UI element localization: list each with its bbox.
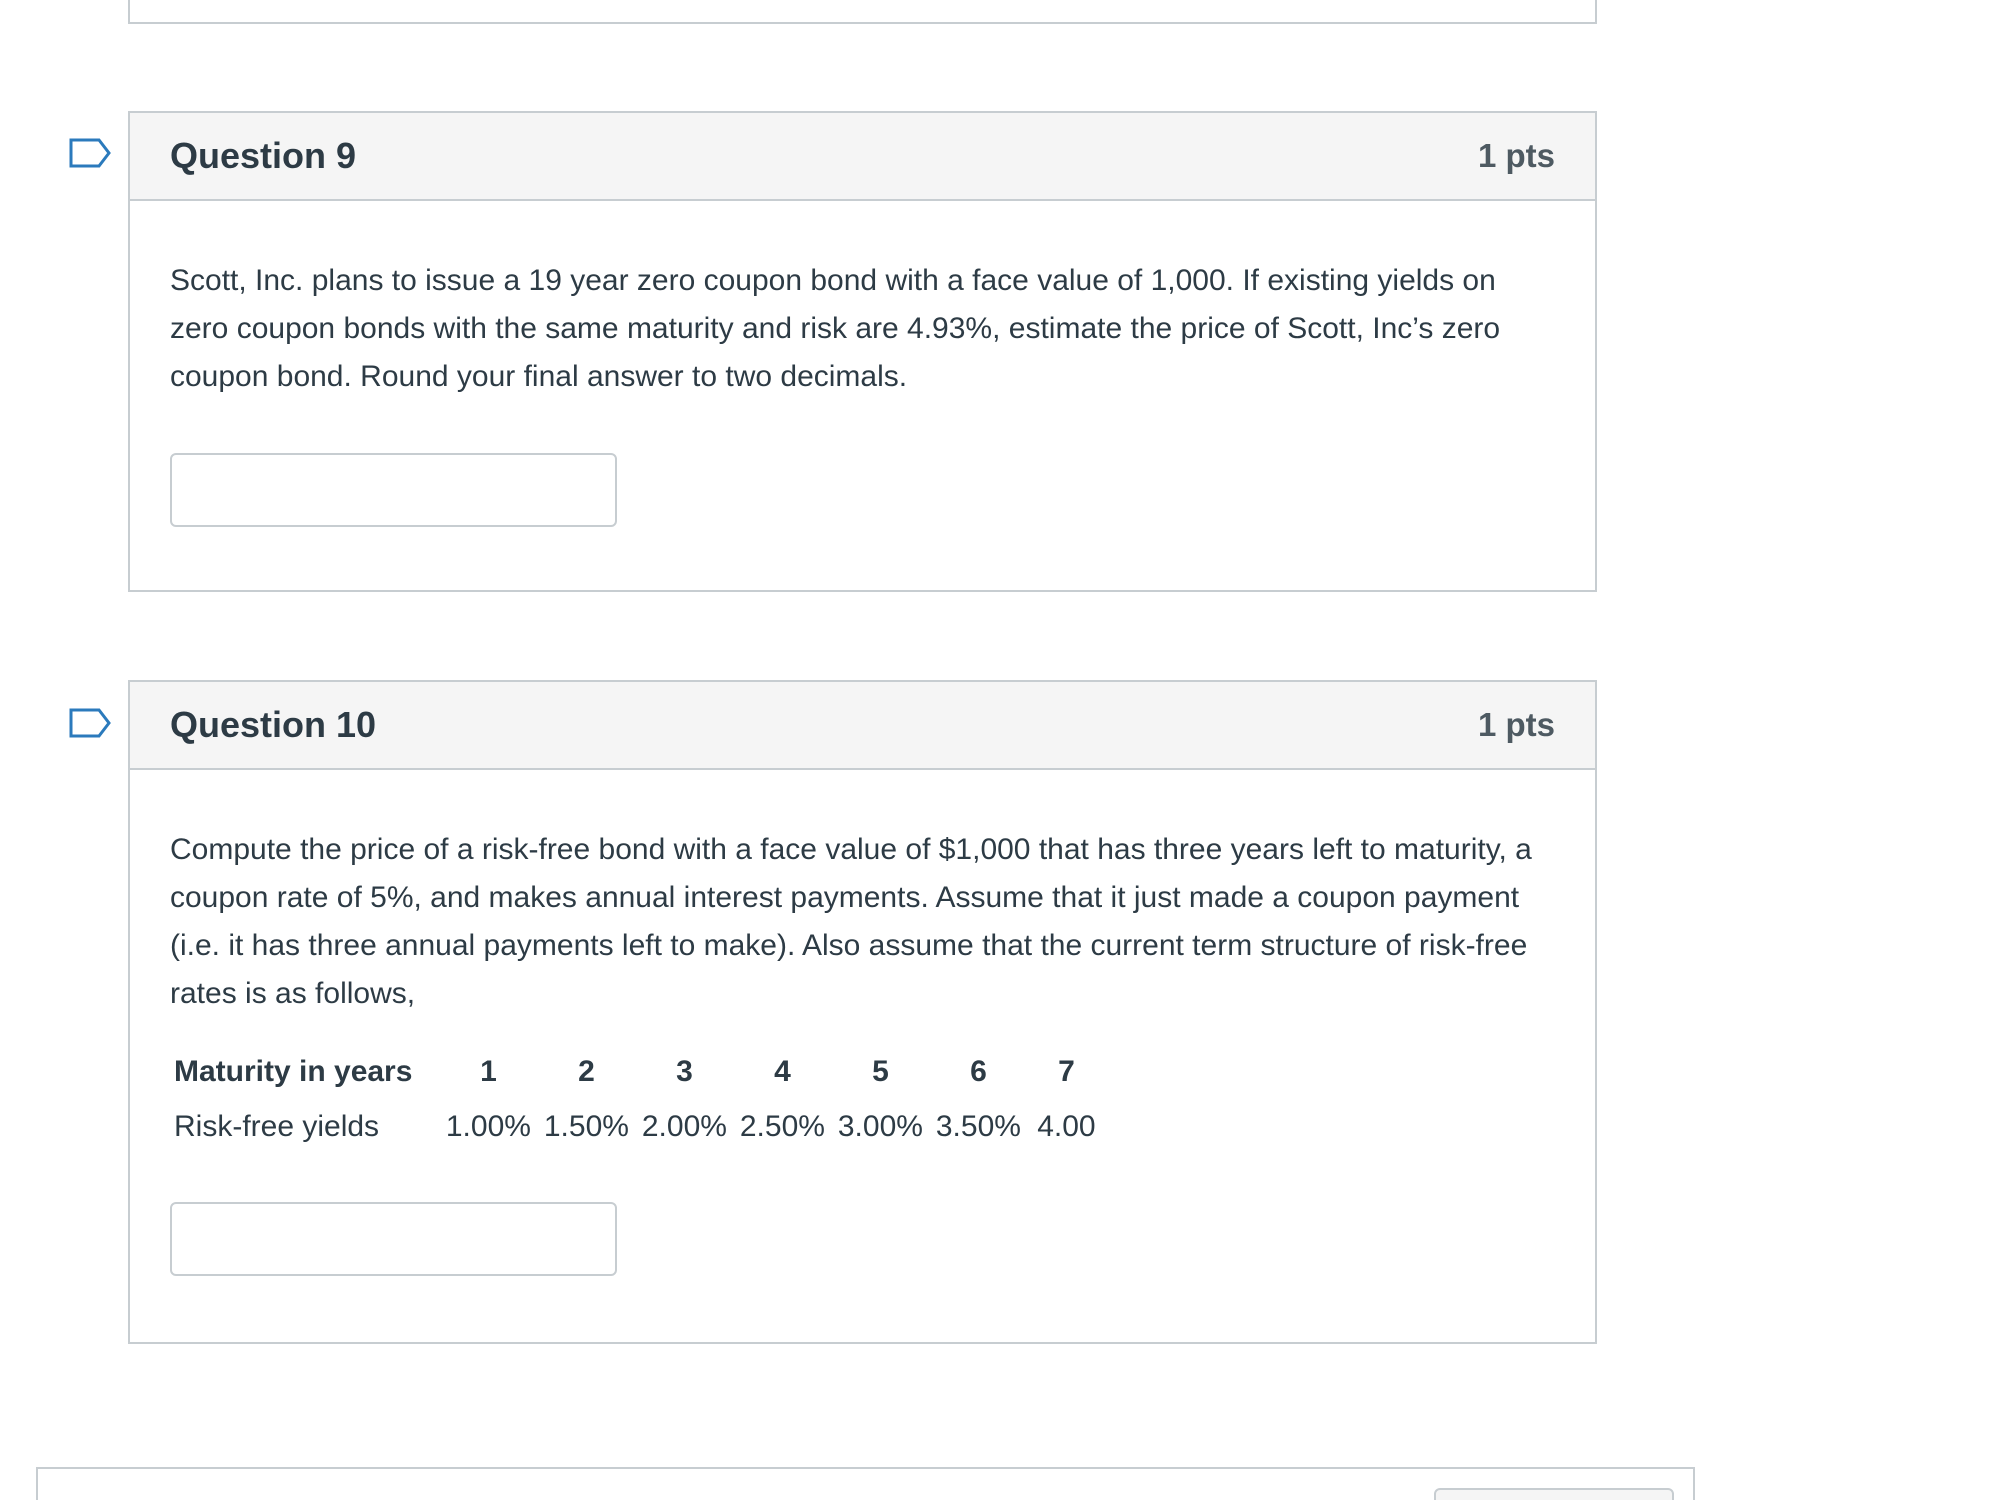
flag-question-icon[interactable] [69,708,111,738]
table-cell: 7 [1058,1055,1075,1088]
table-cell: 1.50% [543,1110,629,1143]
question-header [130,682,1595,770]
question-text: Compute the price of a risk-free bond with a face value of $1,000 that has three years left to maturity, a coupon rate of 5%, and makes annual interest payments. Assume that it just made a coupon payment (i.e. it has three annual payments left to make). Also assume that the current term structure of risk-free rates is as follows, [170,833,1532,1010]
question-title: Question 9 [170,135,357,176]
table-cell: 4.00 [1037,1110,1096,1143]
table-cell: 2 [578,1055,595,1088]
question-text: Scott, Inc. plans to issue a 19 year zero coupon bond with a face value of 1,000. If existing yields on zero coupon bonds with the same maturity and risk are 4.93%, estimate the price of Scott, Inc’s zero coupon bond. Round your final answer to two decimals. [170,264,1501,393]
table-cell: 3 [676,1055,693,1088]
table-cell: 3.00% [837,1110,923,1143]
question-points: 1 pts [1477,706,1555,743]
table-cell: 4 [774,1055,791,1088]
question-9-panel [128,111,1597,592]
question-10-panel [128,680,1597,1344]
table-cell: 2.50% [739,1110,825,1143]
question-header [130,113,1595,201]
table-cell: 6 [970,1055,987,1088]
table-cell: 5 [872,1055,889,1088]
answer-input[interactable] [170,1202,617,1276]
footer-button[interactable] [1434,1488,1674,1500]
term-structure-table [170,1046,1106,1156]
table-cell: 3.50% [935,1110,1021,1143]
previous-question-panel [128,0,1597,24]
flag-question-icon[interactable] [69,138,111,168]
answer-input[interactable] [170,453,617,527]
table-cell: 1.00% [445,1110,531,1143]
table-header-row [170,1046,1106,1101]
question-body [130,770,1595,1336]
table-cell: 2.00% [641,1110,727,1143]
question-body [130,201,1595,587]
table-row [170,1101,1106,1156]
table-cell: 1 [480,1055,497,1088]
table-header-label: Maturity in years [174,1055,413,1088]
table-row-label: Risk-free yields [174,1110,380,1143]
question-title: Question 10 [170,704,377,745]
question-points: 1 pts [1477,137,1555,174]
